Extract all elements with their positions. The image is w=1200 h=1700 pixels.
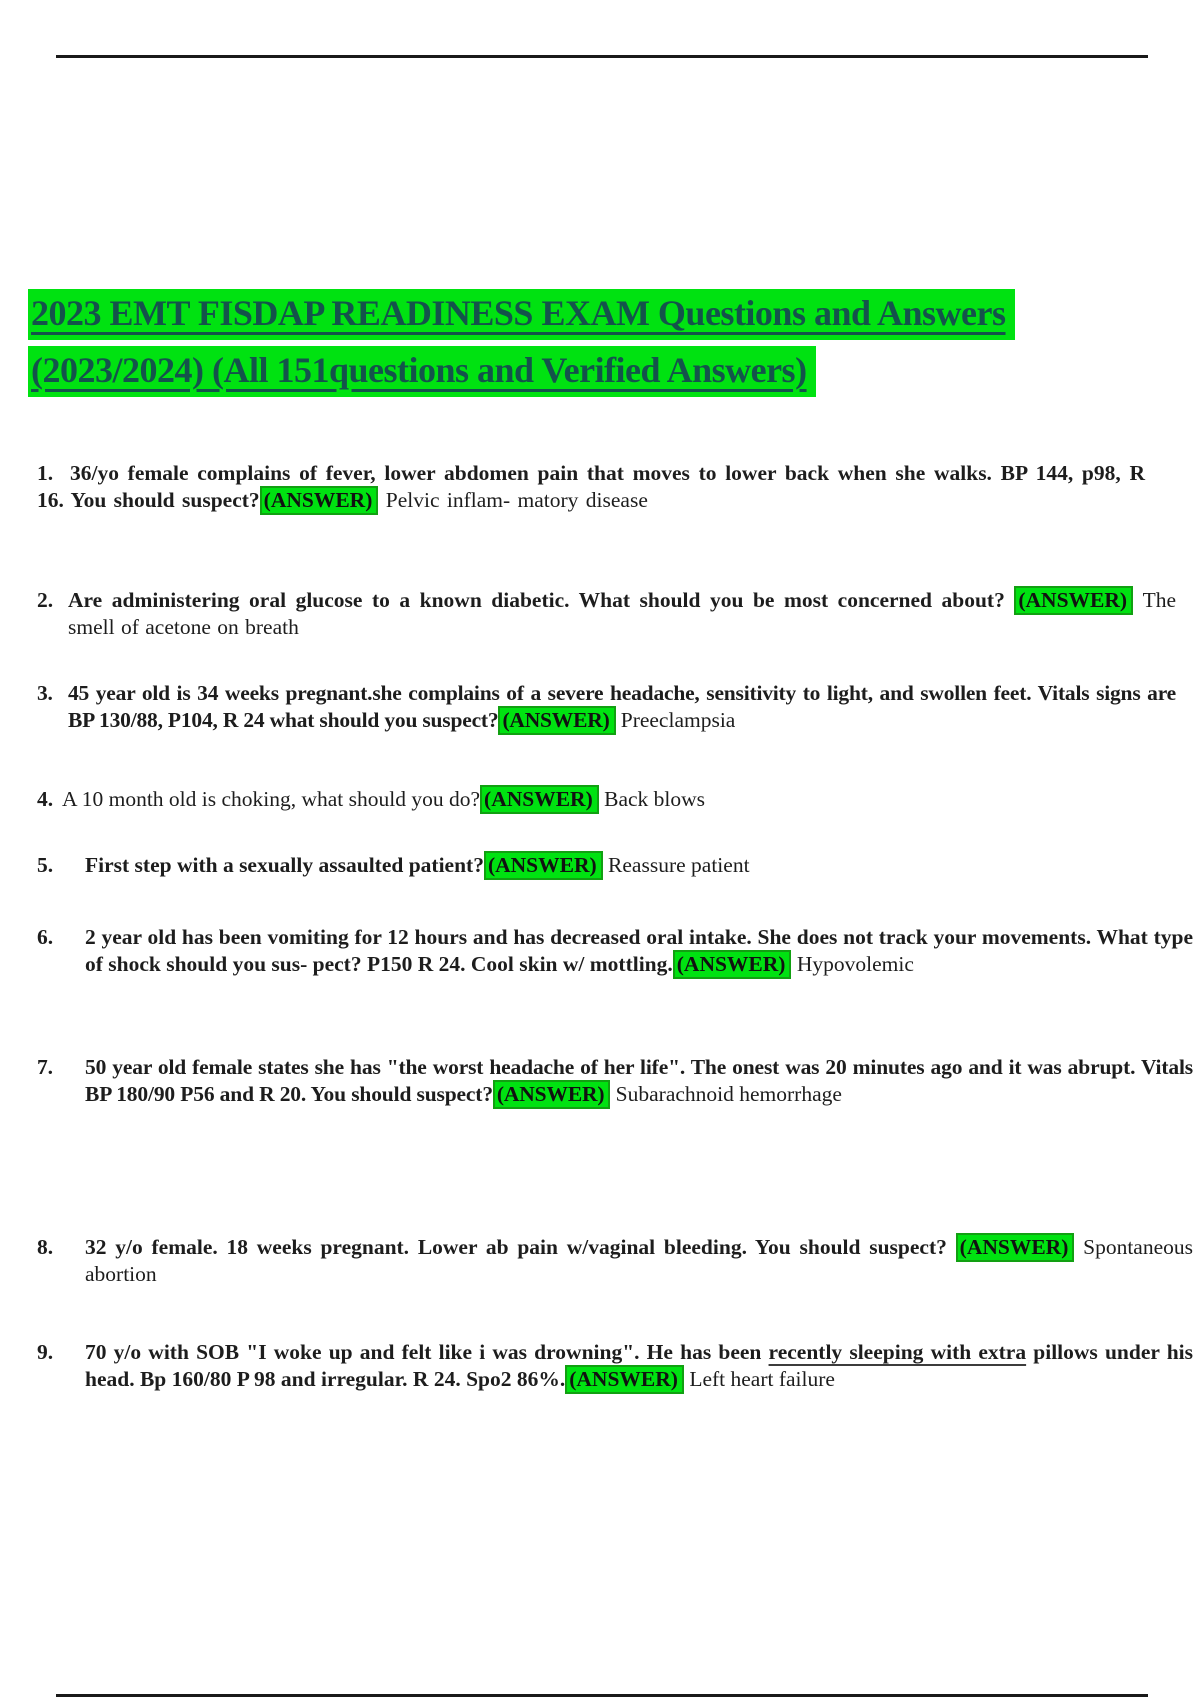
title-highlight-2: (2023/2024) (All 151questions and Verified Answers) [28, 346, 816, 397]
bottom-rule [56, 1694, 1148, 1697]
answer-tag: (ANSWER) [565, 1365, 684, 1394]
title-line-1 [28, 289, 1015, 340]
question-text: A 10 month old is choking, what should you do? [62, 787, 481, 811]
question-text: 2 year old has been vomiting for 12 hours and has decreased oral intake. She does not track your movements. What type of shock should you sus- pect? P150 R 24. Cool skin w/ mottling. [85, 925, 1193, 976]
title-highlight-1: 2023 EMT FISDAP READINESS EXAM Questions and Answers [28, 289, 1015, 340]
answer-text: Subarachnoid hemorrhage [615, 1082, 842, 1106]
answer-text: Back blows [604, 787, 706, 811]
question-number: 7. [37, 1055, 53, 1079]
answer-tag: (ANSWER) [498, 706, 615, 735]
answer-text: Reassure patient [608, 853, 750, 877]
question-item-8 [37, 1234, 1193, 1288]
question-text: Are administering oral glucose to a known diabetic. What should you be most concerned about? [68, 588, 1005, 612]
answer-tag: (ANSWER) [673, 950, 792, 979]
question-number: 8. [37, 1235, 54, 1259]
question-number: 1. [37, 461, 54, 485]
answer-tag: (ANSWER) [260, 486, 379, 515]
answer-text: The smell of acetone on breath [68, 588, 1177, 639]
question-number: 2. [37, 588, 54, 612]
answer-text: Preeclampsia [620, 708, 736, 732]
question-item-1 [37, 460, 1145, 514]
answer-text: Pelvic inflam- matory disease [385, 488, 648, 512]
question-item-7 [37, 1054, 1193, 1108]
answer-tag: (ANSWER) [493, 1080, 611, 1109]
title-line-2 [28, 346, 1015, 397]
question-item-3 [37, 680, 1176, 734]
question-number: 4. [37, 787, 54, 811]
answer-tag: (ANSWER) [484, 851, 603, 880]
question-number: 3. [37, 681, 53, 705]
question-text: First step with a sexually assaulted patient? [85, 853, 484, 877]
question-item-5 [37, 852, 1193, 879]
question-number: 9. [37, 1340, 54, 1364]
top-rule [56, 55, 1148, 58]
question-text: 36/yo female complains of fever, lower abdomen pain that moves to lower back when she walks. BP 144, p98, R 16. You should suspect? [37, 461, 1145, 512]
question-number: 6. [37, 925, 54, 949]
answer-text: Spontaneous abortion [85, 1235, 1194, 1286]
answer-text: Left heart failure [689, 1367, 835, 1391]
question-item-6 [37, 924, 1193, 978]
question-text: 70 y/o with SOB "I woke up and felt like i was drowning". He has been [85, 1340, 762, 1364]
question-text: 45 year old is 34 weeks pregnant.she complains of a severe headache, sensitivity to light, and swollen feet. Vitals signs are BP 130/88, P104, R 24 what should you suspect? [68, 681, 1176, 732]
question-item-2 [37, 587, 1176, 641]
question-text: 50 year old female states she has "the worst headache of her life". The onest was 20 minutes ago and it was abrupt. Vitals BP 180/90 P56 and R 20. You should suspect? [85, 1055, 1193, 1106]
question-item-4 [37, 786, 1145, 813]
answer-tag: (ANSWER) [480, 785, 599, 814]
answer-text: Hypovolemic [796, 952, 914, 976]
answer-tag: (ANSWER) [956, 1233, 1075, 1262]
question-text: pillows under his head. Bp 160/80 P 98 and irregular. R 24. Spo2 86%. [85, 1340, 1194, 1391]
question-text: 32 y/o female. 18 weeks pregnant. Lower ab pain w/vaginal bleeding. You should suspect? [85, 1235, 947, 1259]
question-number: 5. [37, 853, 54, 877]
doc-title [28, 289, 1015, 403]
answer-tag: (ANSWER) [1014, 586, 1133, 615]
underlined-text: recently sleeping with extra [768, 1340, 1027, 1364]
question-item-9 [37, 1339, 1193, 1393]
